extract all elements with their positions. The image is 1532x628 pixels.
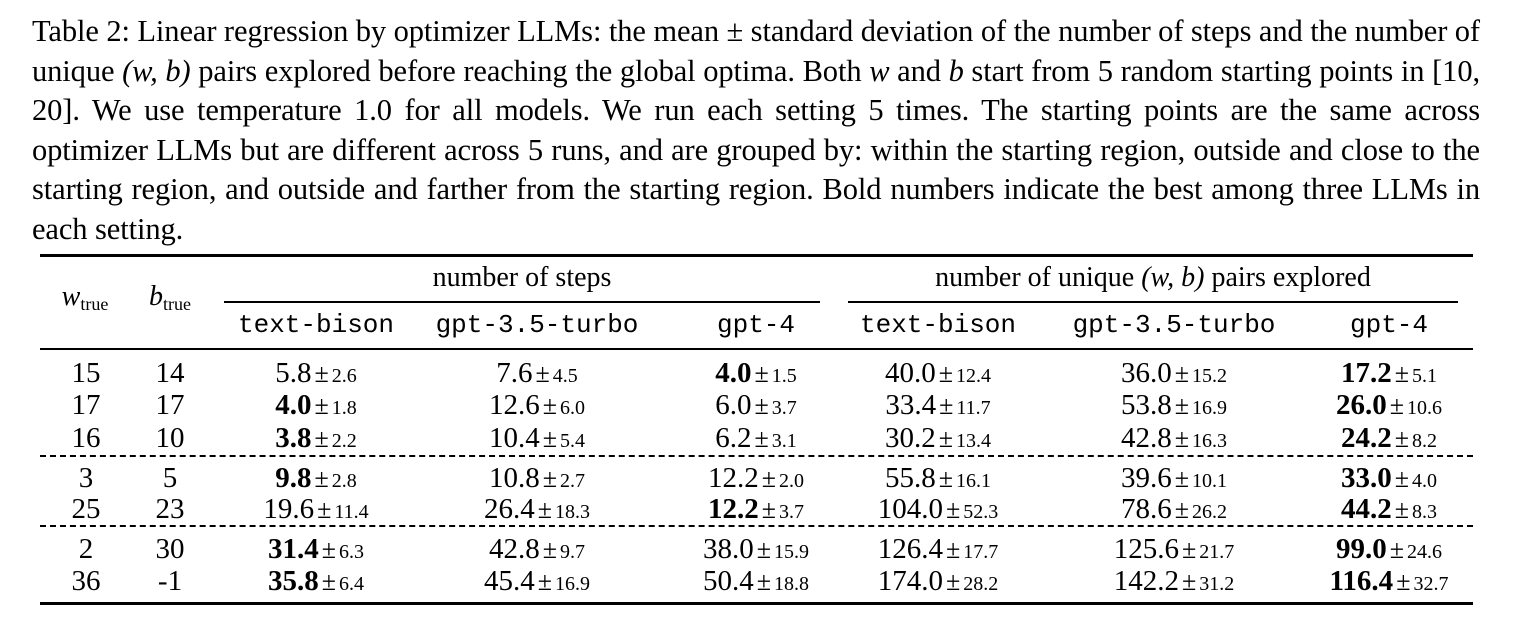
caption-text: start from 5 random starting points in bbox=[963, 53, 1433, 88]
table-cell bbox=[666, 388, 846, 422]
mean-value: 26.4 bbox=[483, 493, 535, 525]
w-true-cell: 36 bbox=[71, 565, 101, 597]
b-true-cell: 30 bbox=[155, 533, 185, 565]
mean-value: 50.4 bbox=[702, 565, 754, 597]
b-true-cell: 17 bbox=[155, 389, 185, 421]
plus-minus-symbol: ± bbox=[938, 464, 954, 493]
std-value: 2.8 bbox=[331, 470, 357, 492]
plus-minus-symbol: ± bbox=[945, 495, 961, 524]
plus-minus-symbol: ± bbox=[1174, 424, 1190, 453]
table-cell bbox=[417, 421, 657, 455]
plus-minus-symbol: ± bbox=[537, 495, 553, 524]
plus-minus-symbol: ± bbox=[756, 535, 772, 564]
model-header: gpt-4 bbox=[1349, 310, 1428, 340]
caption-text: and bbox=[889, 53, 949, 88]
std-value: 11.7 bbox=[956, 397, 991, 419]
group-header-unique bbox=[848, 262, 1458, 294]
std-value: 6.3 bbox=[339, 541, 365, 563]
table-cell bbox=[1289, 532, 1489, 566]
std-value: 4.5 bbox=[552, 365, 578, 387]
std-value: 11.4 bbox=[334, 501, 369, 523]
unique-group-rule bbox=[848, 301, 1458, 303]
table-cell bbox=[417, 388, 657, 422]
plus-minus-symbol: ± bbox=[756, 567, 772, 596]
model-header: gpt-3.5-turbo bbox=[1072, 310, 1276, 340]
table-cell bbox=[666, 421, 846, 455]
std-value: 1.5 bbox=[771, 365, 797, 387]
std-value: 15.9 bbox=[774, 541, 810, 563]
unique-suffix: pairs explored bbox=[1204, 262, 1371, 293]
b-true-cell: -1 bbox=[157, 565, 183, 597]
plus-minus-symbol: ± bbox=[1394, 359, 1410, 388]
unique-prefix: number of unique bbox=[935, 262, 1142, 293]
std-value: 18.8 bbox=[774, 573, 810, 595]
std-value: 3.7 bbox=[771, 397, 797, 419]
mean-value: 39.6 bbox=[1120, 462, 1172, 494]
table-cell bbox=[1289, 492, 1489, 526]
std-value: 1.8 bbox=[331, 397, 357, 419]
plus-minus-symbol: ± bbox=[1396, 567, 1411, 596]
table-cell bbox=[838, 492, 1038, 526]
mean-value: 33.0 bbox=[1340, 462, 1392, 494]
table-cell bbox=[216, 532, 416, 566]
plus-minus-symbol: ± bbox=[535, 359, 550, 388]
b-true-cell: 14 bbox=[155, 357, 185, 389]
mean-value: 7.6 bbox=[496, 357, 533, 389]
w-true-cell: 3 bbox=[78, 462, 94, 494]
std-value: 26.2 bbox=[1192, 501, 1228, 523]
b-true-header bbox=[128, 281, 212, 315]
table-cell bbox=[1289, 564, 1489, 598]
plus-minus-symbol: ± bbox=[314, 424, 329, 453]
table-cell bbox=[666, 532, 846, 566]
table-bottom-rule bbox=[40, 602, 1473, 605]
w-true-cell: 17 bbox=[71, 389, 101, 421]
group-header-steps: number of steps bbox=[432, 262, 612, 293]
std-value: 18.3 bbox=[555, 501, 591, 523]
plus-minus-symbol: ± bbox=[542, 535, 558, 564]
table-cell bbox=[1044, 564, 1304, 598]
table-cell bbox=[838, 421, 1038, 455]
mean-value: 33.4 bbox=[885, 389, 937, 421]
mean-value: 174.0 bbox=[877, 565, 943, 597]
plus-minus-symbol: ± bbox=[314, 359, 329, 388]
model-header: gpt-4 bbox=[716, 310, 795, 340]
model-header: gpt-3.5-turbo bbox=[435, 310, 639, 340]
std-value: 8.3 bbox=[1412, 501, 1438, 523]
plus-minus-symbol: ± bbox=[754, 391, 769, 420]
mean-value: 42.8 bbox=[1120, 422, 1172, 454]
table-cell bbox=[1289, 388, 1489, 422]
table-cell bbox=[417, 461, 657, 495]
plus-minus-symbol: ± bbox=[542, 464, 558, 493]
std-value: 17.7 bbox=[963, 541, 999, 563]
table-cell bbox=[1044, 461, 1304, 495]
table-cell bbox=[1044, 356, 1304, 390]
table-cell bbox=[216, 461, 416, 495]
table-cell bbox=[838, 532, 1038, 566]
mean-value: 26.0 bbox=[1335, 389, 1387, 421]
std-value: 3.1 bbox=[771, 430, 797, 452]
table-cell bbox=[1044, 421, 1304, 455]
w-true-cell: 2 bbox=[78, 533, 94, 565]
caption-text: Linear regression by optimizer LLMs: the mean ± standard deviation of the number of steps and the number of unique bbox=[32, 14, 1480, 88]
table-cell bbox=[417, 564, 657, 598]
mean-value: 10.8 bbox=[488, 462, 540, 494]
plus-minus-symbol: ± bbox=[542, 391, 558, 420]
table-cell bbox=[216, 388, 416, 422]
group-separator bbox=[40, 455, 1473, 457]
caption-math-pair: (w, b) bbox=[122, 53, 191, 88]
mean-value: 19.6 bbox=[263, 493, 315, 525]
plus-minus-symbol: ± bbox=[1389, 535, 1405, 564]
std-value: 16.1 bbox=[956, 470, 992, 492]
table-cell bbox=[666, 356, 846, 390]
table-cell bbox=[838, 564, 1038, 598]
std-value: 16.9 bbox=[1192, 397, 1228, 419]
b-subscript: true bbox=[163, 294, 191, 314]
mean-value: 125.6 bbox=[1113, 533, 1179, 565]
mean-value: 53.8 bbox=[1120, 389, 1172, 421]
std-value: 31.2 bbox=[1199, 573, 1235, 595]
table-cell bbox=[1044, 492, 1304, 526]
plus-minus-symbol: ± bbox=[314, 464, 329, 493]
mean-value: 55.8 bbox=[884, 462, 936, 494]
std-value: 2.0 bbox=[779, 470, 805, 492]
plus-minus-symbol: ± bbox=[1174, 391, 1190, 420]
b-true-cell: 10 bbox=[155, 422, 185, 454]
table-cell bbox=[216, 356, 416, 390]
plus-minus-symbol: ± bbox=[1174, 359, 1190, 388]
std-value: 10.6 bbox=[1407, 397, 1443, 419]
plus-minus-symbol: ± bbox=[542, 424, 558, 453]
table-cell bbox=[666, 461, 846, 495]
mean-value: 38.0 bbox=[702, 533, 754, 565]
std-value: 5.1 bbox=[1412, 365, 1438, 387]
std-value: 24.6 bbox=[1407, 541, 1443, 563]
steps-group-rule bbox=[224, 301, 820, 303]
table-cell bbox=[216, 564, 416, 598]
mean-value: 9.8 bbox=[275, 462, 312, 494]
plus-minus-symbol: ± bbox=[945, 535, 961, 564]
plus-minus-symbol: ± bbox=[938, 424, 954, 453]
caption-math-interval: [10, 20] bbox=[32, 53, 1480, 128]
table-cell bbox=[417, 532, 657, 566]
table-cell bbox=[666, 492, 846, 526]
std-value: 32.7 bbox=[1413, 573, 1449, 595]
mean-value: 10.4 bbox=[488, 422, 540, 454]
plus-minus-symbol: ± bbox=[945, 567, 961, 596]
mean-value: 12.6 bbox=[488, 389, 540, 421]
mean-value: 36.0 bbox=[1120, 357, 1172, 389]
mean-value: 104.0 bbox=[877, 493, 943, 525]
plus-minus-symbol: ± bbox=[321, 535, 337, 564]
std-value: 2.2 bbox=[331, 430, 357, 452]
std-value: 28.2 bbox=[963, 573, 999, 595]
w-true-cell: 16 bbox=[71, 422, 101, 454]
table-cell bbox=[1044, 532, 1304, 566]
std-value: 16.3 bbox=[1192, 430, 1228, 452]
plus-minus-symbol: ± bbox=[754, 424, 769, 453]
mean-value: 126.4 bbox=[877, 533, 943, 565]
plus-minus-symbol: ± bbox=[317, 495, 332, 524]
mean-value: 40.0 bbox=[884, 357, 936, 389]
mean-value: 12.2 bbox=[707, 462, 759, 494]
table-cell bbox=[838, 461, 1038, 495]
b-symbol: b bbox=[149, 281, 163, 312]
plus-minus-symbol: ± bbox=[1174, 464, 1190, 493]
b-true-cell: 5 bbox=[162, 462, 178, 494]
plus-minus-symbol: ± bbox=[537, 567, 553, 596]
table-cell bbox=[1289, 421, 1489, 455]
plus-minus-symbol: ± bbox=[1394, 495, 1410, 524]
table-cell bbox=[216, 421, 416, 455]
w-true-header bbox=[45, 281, 125, 315]
std-value: 12.4 bbox=[956, 365, 992, 387]
mean-value: 99.0 bbox=[1335, 533, 1387, 565]
plus-minus-symbol: ± bbox=[1174, 495, 1190, 524]
table-caption bbox=[32, 12, 1480, 250]
mean-value: 78.6 bbox=[1120, 493, 1172, 525]
std-value: 4.0 bbox=[1412, 470, 1438, 492]
mean-value: 35.8 bbox=[267, 565, 319, 597]
table-cell bbox=[838, 388, 1038, 422]
table-cell bbox=[1289, 461, 1489, 495]
mean-value: 142.2 bbox=[1113, 565, 1179, 597]
std-value: 16.9 bbox=[555, 573, 591, 595]
model-header: text-bison bbox=[859, 310, 1017, 340]
mean-value: 42.8 bbox=[488, 533, 540, 565]
caption-text: . We use temperature 1.0 for all models. We run each setting 5 times. The starting points are the same across optimizer LLMs but are different across 5 runs, and are grouped by: within the starting region, outside and close to the starting region, and outside and farther from the starting region. Bold numbers indicate the best among three LLMs in each setting. bbox=[32, 93, 1480, 246]
mean-value: 12.2 bbox=[707, 493, 759, 525]
table-cell bbox=[666, 564, 846, 598]
table-cell bbox=[838, 356, 1038, 390]
std-value: 2.7 bbox=[560, 470, 586, 492]
w-subscript: true bbox=[80, 294, 109, 314]
std-value: 8.2 bbox=[1412, 430, 1438, 452]
table-cell bbox=[1289, 356, 1489, 390]
std-value: 5.4 bbox=[560, 430, 586, 452]
plus-minus-symbol: ± bbox=[754, 359, 769, 388]
mean-value: 17.2 bbox=[1340, 357, 1392, 389]
std-value: 9.7 bbox=[560, 541, 586, 563]
mean-value: 6.2 bbox=[715, 422, 752, 454]
mean-value: 24.2 bbox=[1340, 422, 1392, 454]
plus-minus-symbol: ± bbox=[761, 495, 777, 524]
mean-value: 30.2 bbox=[884, 422, 936, 454]
std-value: 52.3 bbox=[963, 501, 999, 523]
plus-minus-symbol: ± bbox=[1181, 535, 1197, 564]
mean-value: 4.0 bbox=[275, 389, 312, 421]
std-value: 15.2 bbox=[1192, 365, 1228, 387]
mean-value: 3.8 bbox=[275, 422, 312, 454]
table-cell bbox=[417, 356, 657, 390]
plus-minus-symbol: ± bbox=[321, 567, 337, 596]
plus-minus-symbol: ± bbox=[1389, 391, 1405, 420]
mean-value: 5.8 bbox=[275, 357, 312, 389]
std-value: 13.4 bbox=[956, 430, 992, 452]
plus-minus-symbol: ± bbox=[314, 391, 329, 420]
std-value: 6.4 bbox=[339, 573, 365, 595]
mean-value: 6.0 bbox=[715, 389, 752, 421]
caption-text: pairs explored before reaching the global optima. Both bbox=[190, 53, 870, 88]
plus-minus-symbol: ± bbox=[938, 359, 954, 388]
table-cell bbox=[1044, 388, 1304, 422]
plus-minus-symbol: ± bbox=[1394, 424, 1410, 453]
caption-math-b: b bbox=[948, 53, 964, 88]
std-value: 10.1 bbox=[1192, 470, 1228, 492]
mean-value: 4.0 bbox=[715, 357, 752, 389]
std-value: 6.0 bbox=[560, 397, 586, 419]
plus-minus-symbol: ± bbox=[761, 464, 777, 493]
header-bottom-rule bbox=[40, 348, 1473, 350]
plus-minus-symbol: ± bbox=[939, 391, 954, 420]
model-header: text-bison bbox=[237, 310, 395, 340]
table-cell bbox=[417, 492, 657, 526]
table-top-rule bbox=[40, 254, 1473, 257]
mean-value: 31.4 bbox=[267, 533, 319, 565]
unique-math: (w, b) bbox=[1141, 262, 1205, 293]
std-value: 21.7 bbox=[1199, 541, 1235, 563]
caption-math-w: w bbox=[869, 53, 890, 88]
mean-value: 44.2 bbox=[1340, 493, 1392, 525]
std-value: 3.7 bbox=[779, 501, 805, 523]
caption-label: Table 2: bbox=[32, 14, 130, 48]
w-symbol: w bbox=[61, 281, 81, 312]
std-value: 2.6 bbox=[331, 365, 357, 387]
mean-value: 116.4 bbox=[1329, 565, 1394, 597]
table-cell bbox=[216, 492, 416, 526]
plus-minus-symbol: ± bbox=[1394, 464, 1410, 493]
mean-value: 45.4 bbox=[483, 565, 535, 597]
b-true-cell: 23 bbox=[155, 493, 185, 525]
plus-minus-symbol: ± bbox=[1181, 567, 1197, 596]
w-true-cell: 25 bbox=[71, 493, 101, 525]
w-true-cell: 15 bbox=[71, 357, 101, 389]
